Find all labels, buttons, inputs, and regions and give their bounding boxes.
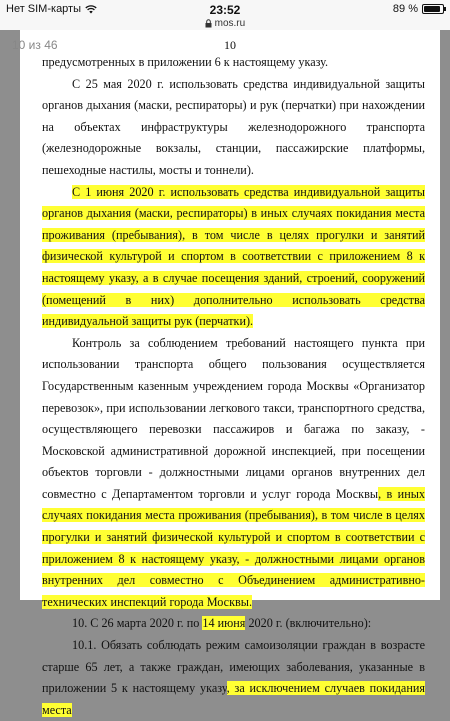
document-paragraph (42, 52, 425, 74)
highlighted-text: 14 июня (202, 616, 246, 631)
paragraph-text: Контроль за соблюдением требований настоящего пункта при использовании транспорта общего пользования осуществляется Государственным казенным учреждением города Москвы «Организатор перевозок», при использовании легкового такси, транспортного средства, осуществляющего перевозки пассажиров и багажа по заказу, - Московской административной дорожной инспекцией, при посещении объектов торговли - должностными лицами органов внутренних дел совместно с Департаментом торговли и услуг города Москвы (42, 335, 425, 501)
document-paragraph (42, 613, 425, 635)
address-bar[interactable] (0, 18, 450, 30)
page-number: 10 (224, 38, 236, 52)
document-paragraph (42, 74, 425, 182)
document-paragraph (42, 635, 425, 721)
paragraph-text: 10. С 26 марта 2020 г. по (72, 616, 203, 631)
paragraph-text: предусмотренных в приложении 6 к настоящему указу. (42, 55, 329, 69)
document-body (42, 52, 425, 721)
battery-percent: 89 % (392, 3, 418, 15)
paragraph-text: 2020 г. (включительно): (245, 616, 372, 631)
document-page[interactable] (20, 30, 440, 717)
document-paragraph (42, 333, 425, 614)
battery-level-fill (424, 6, 440, 12)
paragraph-text: 10.1. Обязать соблюдать режим самоизоляции граждан в возрасте старше 65 лет, а также граждан, имеющих заболевания, указанные в приложении 5 к настоящему указу (42, 638, 425, 696)
highlighted-text: , за исключением случаев покидания места (42, 681, 425, 717)
lock-icon (205, 19, 212, 28)
highlighted-text: С 1 июня 2020 г. использовать средства индивидуальной защиты органов дыхания (маски, респираторы) в иных случаях покидания места проживания (пребывания), в том числе в целях прогулки и занятий физической культурой и спортом в соответствии с приложением 8 к настоящему указу, а в случае посещения зданий, строений, сооружений (помещений в них) дополнительно использовать средства индивидуальной защиты рук (перчатки). (42, 184, 425, 329)
document-paragraph (42, 182, 425, 333)
battery-icon (422, 4, 444, 14)
carrier-label: Нет SIM-карты (6, 3, 82, 15)
address-domain: mos.ru (214, 18, 246, 29)
paragraph-text: С 25 мая 2020 г. использовать средства индивидуальной защиты органов дыхания (маски, респираторы) и рук (перчатки) при нахождении на объектах инфраструктуры железнодорожного транспорта (железнодорожные вокзалы, станции, пассажирские платформы, пешеходные настилы, мосты и тоннели). (42, 76, 425, 177)
page-counter: 10 из 46 (12, 38, 58, 52)
clock: 23:52 (209, 3, 241, 17)
highlighted-text: , в иных случаях покидания места проживания (пребывания), в том числе в целях прогулки и занятий физической культурой и спортом в соответствии с приложением 8 к настоящему указу, - должностными лицами органов внутренних дел совместно с Объединением административно-технических инспекций города Москвы. (42, 486, 425, 609)
